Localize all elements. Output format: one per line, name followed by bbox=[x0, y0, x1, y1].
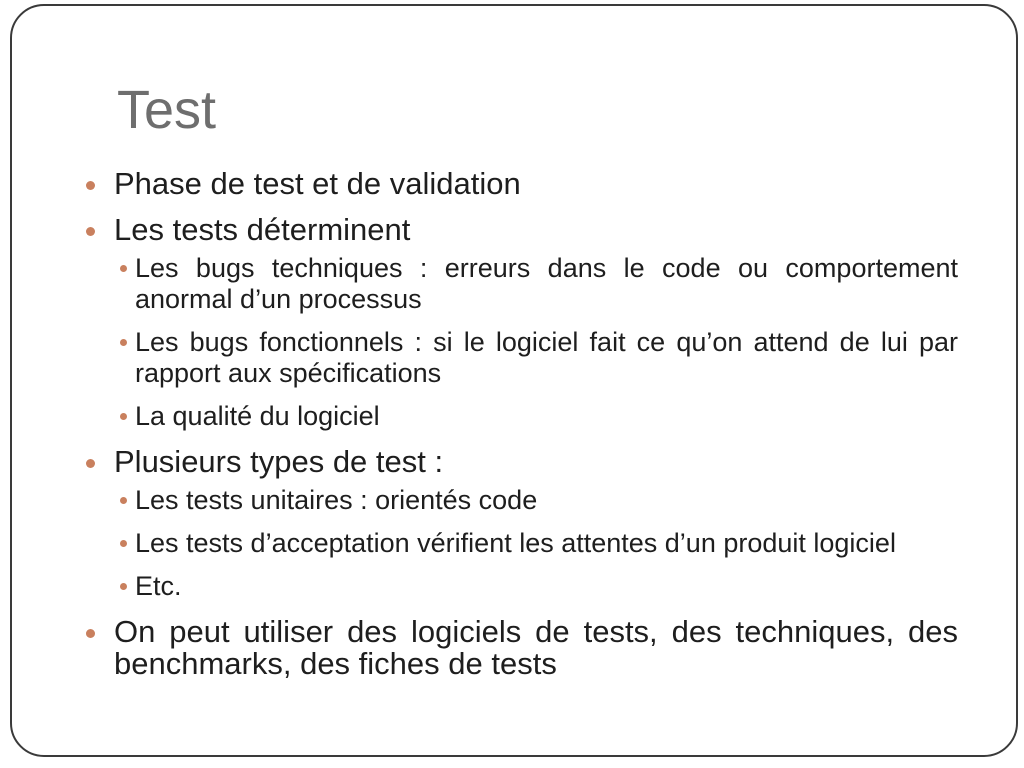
bullet-dot-icon bbox=[120, 265, 127, 272]
page-title: Test bbox=[117, 80, 217, 140]
bullet-dot-icon bbox=[86, 227, 95, 236]
sub-bullet-text: Les tests d’acceptation vérifient les attentes d’un produit logiciel bbox=[135, 528, 896, 558]
bullet-dot-icon bbox=[86, 629, 95, 638]
bullet-text: Phase de test et de validation bbox=[114, 166, 521, 201]
bullet-dot-icon bbox=[120, 413, 127, 420]
bullet-item bbox=[84, 214, 958, 432]
bullet-text: On peut utiliser des logiciels de tests, des techniques, des benchmarks, des fiches de tests bbox=[114, 614, 958, 681]
sub-bullet-item bbox=[105, 528, 958, 559]
bullet-item bbox=[84, 616, 958, 680]
sub-bullet-text: Les bugs fonctionnels : si le logiciel fait ce qu’on attend de lui par rapport aux spécifications bbox=[135, 327, 958, 388]
bullet-dot-icon bbox=[120, 540, 127, 547]
sub-bullet-item bbox=[105, 401, 958, 432]
sub-bullet-text: Les bugs techniques : erreurs dans le code ou comportement anormal d’un processus bbox=[135, 253, 958, 314]
sub-bullet-item bbox=[105, 485, 958, 516]
sub-bullet-item bbox=[105, 327, 958, 389]
bullet-dot-icon bbox=[86, 181, 95, 190]
bullet-text: Les tests déterminent bbox=[114, 212, 411, 247]
sub-bullet-text: Etc. bbox=[135, 571, 182, 601]
sub-bullet-text: La qualité du logiciel bbox=[135, 401, 380, 431]
sub-bullet-text: Les tests unitaires : orientés code bbox=[135, 485, 538, 515]
bullet-text: Plusieurs types de test : bbox=[114, 444, 444, 479]
sub-bullet-list bbox=[114, 485, 958, 602]
bullet-list bbox=[84, 168, 958, 680]
sub-bullet-list bbox=[114, 253, 958, 432]
bullet-item bbox=[84, 168, 958, 200]
bullet-dot-icon bbox=[86, 459, 95, 468]
bullet-dot-icon bbox=[120, 497, 127, 504]
bullet-item bbox=[84, 446, 958, 602]
bullet-dot-icon bbox=[120, 583, 127, 590]
sub-bullet-item bbox=[105, 253, 958, 315]
bullet-dot-icon bbox=[120, 339, 127, 346]
sub-bullet-item bbox=[105, 571, 958, 602]
